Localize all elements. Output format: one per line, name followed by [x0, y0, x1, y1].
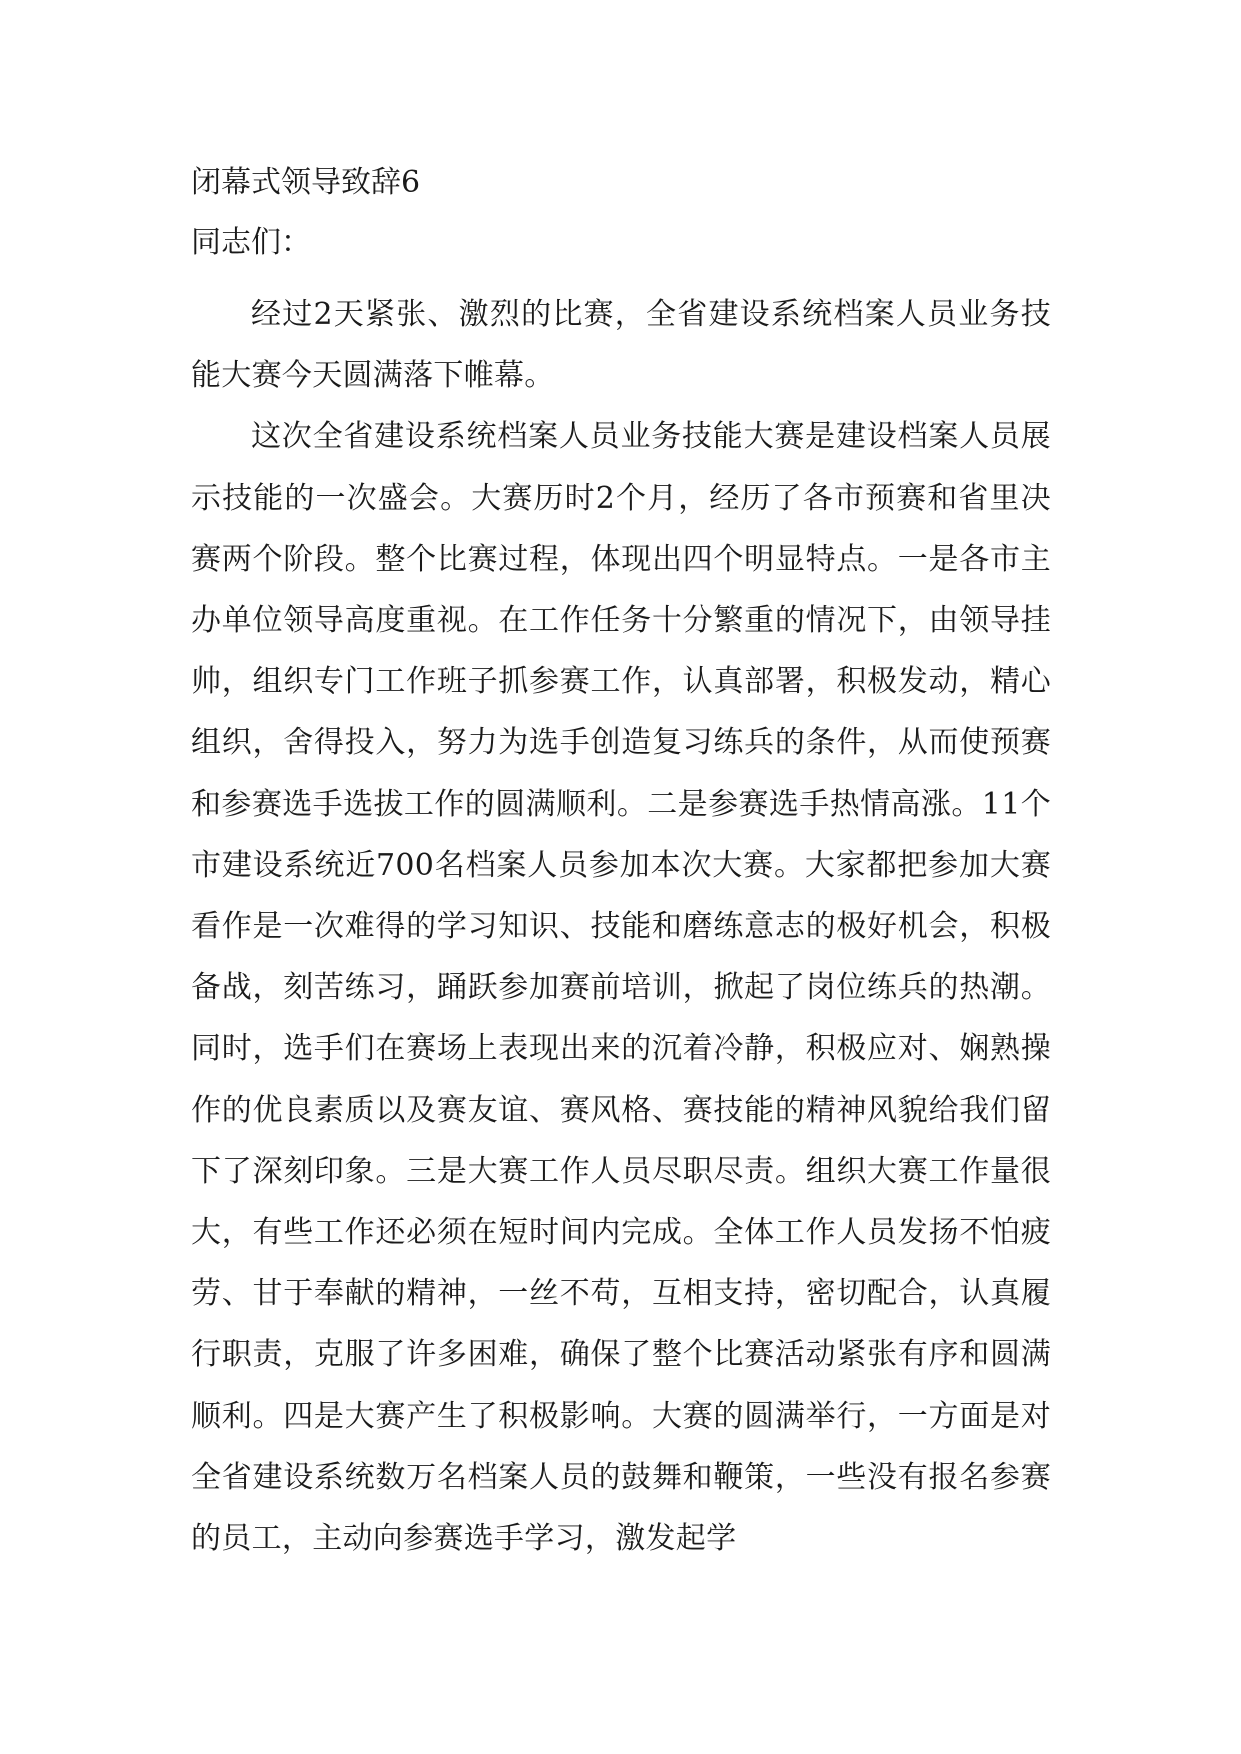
document-title: 闭幕式领导致辞6 [191, 165, 421, 200]
paragraph-2: 这次全省建设系统档案人员业务技能大赛是建设档案人员展示技能的一次盛会。大赛历时2个月，经历了各市预赛和省里决赛两个阶段。整个比赛过程，体现出四个明显特点。一是各市主办单位领导高度重视。在工作任务十分繁重的情况下，由领导挂帅，组织专门工作班子抓参赛工作，认真部署，积极发动，精心组织，舍得投入，努力为选手创造复习练兵的条件，从而使预赛和参赛选手选拔工作的圆满顺利。二是参赛选手热情高涨。11个市建设系统近700名档案人员参加本次大赛。大家都把参加大赛看作是一次难得的学习知识、技能和磨练意志的极好机会，积极备战，刻苦练习，踊跃参加赛前培训，掀起了岗位练兵的热潮。同时，选手们在赛场上表现出来的沉着冷静，积极应对、娴熟操作的优良素质以及赛友谊、赛风格、赛技能的精神风貌给我们留下了深刻印象。三是大赛工作人员尽职尽责。组织大赛工作量很大，有些工作还必须在短时间内完成。全体工作人员发扬不怕疲劳、甘于奉献的精神，一丝不苟，互相支持，密切配合，认真履行职责，克服了许多困难，确保了整个比赛活动紧张有序和圆满顺利。四是大赛产生了积极影响。大赛的圆满举行，一方面是对全省建设系统数万名档案人员的鼓舞和鞭策，一些没有报名参赛的员工，主动向参赛选手学习，激发起学 [191, 419, 1051, 1557]
paragraph-1: 经过2天紧张、激烈的比赛，全省建设系统档案人员业务技能大赛今天圆满落下帷幕。 [191, 297, 1051, 394]
salutation: 同志们： [191, 225, 311, 260]
document-body [191, 284, 1051, 1569]
